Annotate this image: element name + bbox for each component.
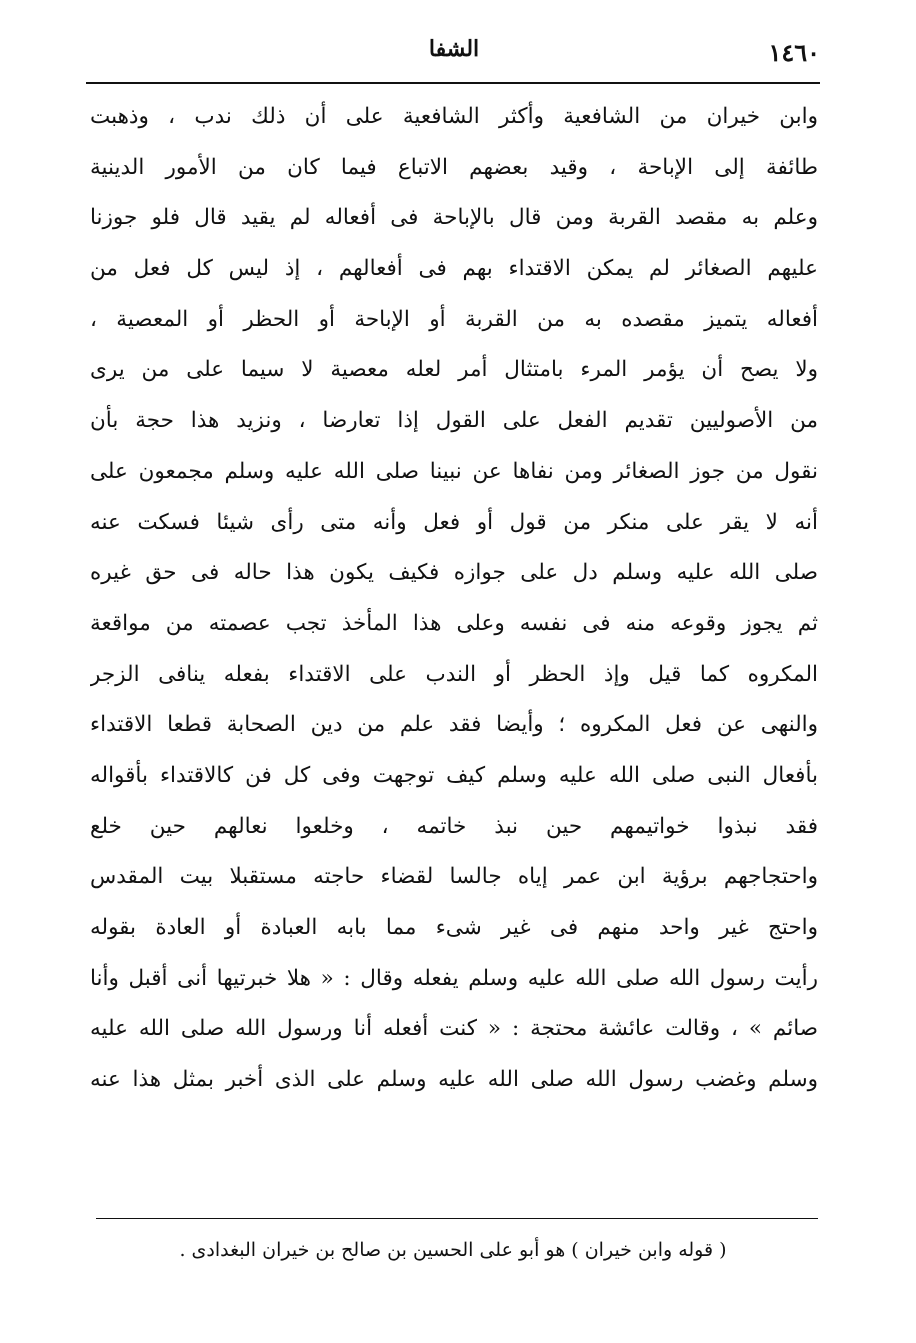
main-text <box>90 92 818 1106</box>
text-line: واحتج غير واحد منهم فى غير شىء مما بابه العبادة أو العادة بقوله <box>90 915 818 940</box>
text-line: وسلم وغضب رسول الله صلى الله عليه وسلم على الذى أخبر بمثل هذا عنه <box>90 1067 818 1093</box>
text-line: صلى الله عليه وسلم دل على جوازه فكيف يكون هذا حاله فى حق غيره <box>90 560 818 586</box>
text-line: أفعاله يتميز مقصده به من القربة أو الإباحة أو الحظر أو المعصية ، <box>90 306 818 332</box>
text-line: المكروه كما قيل وإذ الحظر أو الندب على الاقتداء بفعله ينافى الزجر <box>90 661 818 687</box>
text-line: عليهم الصغائر لم يمكن الاقتداء بهم فى أفعالهم ، إذ ليس كل فعل من <box>90 256 818 282</box>
text-line: فقد نبذوا خواتيمهم حين نبذ خاتمه ، وخلعوا نعالهم حين خلع <box>90 813 818 839</box>
header-rule <box>86 82 820 84</box>
text-line: واحتجاجهم برؤية ابن عمر إياه جالسا لقضاء حاجته مستقبلا بيت المقدس <box>90 864 818 890</box>
page-header <box>88 30 820 74</box>
running-title: الشفا <box>428 36 480 62</box>
page-number: ١٤٦٠ <box>768 38 820 67</box>
text-line: وعلم به مقصد القربة ومن قال بالإباحة فى أفعاله لم يقيد قال فلو جوزنا <box>90 205 818 231</box>
text-line: رأيت رسول الله صلى الله عليه وسلم يفعله وقال : « هلا خبرتيها أنى أقبل وأنا <box>90 965 818 991</box>
text-line: أنه لا يقر على منكر من قول أو فعل وأنه متى رأى شيئا فسكت عنه <box>90 509 818 535</box>
text-line: صائم » ، وقالت عائشة محتجة : « كنت أفعله أنا ورسول الله صلى الله عليه <box>90 1016 818 1042</box>
text-line: نقول من جوز الصغائر ومن نفاها عن نبينا صلى الله عليه وسلم مجمعون على <box>90 458 818 484</box>
text-line: والنهى عن فعل المكروه ؛ وأيضا فقد علم من دين الصحابة قطعا الاقتداء <box>90 712 818 738</box>
text-line: بأفعال النبى صلى الله عليه وسلم كيف توجهت وفى كل فن كالاقتداء بأقواله <box>90 762 818 788</box>
footnote-rule <box>96 1218 818 1219</box>
text-line: ولا يصح أن يؤمر المرء بامتثال أمر لعله معصية لا سيما على من يرى <box>90 357 818 383</box>
text-line: من الأصوليين تقديم الفعل على القول إذا تعارضا ، ونزيد هذا حجة بأن <box>90 408 818 434</box>
footnote: ( قوله وابن خيران ) هو أبو على الحسين بن صالح بن خيران البغدادى . <box>179 1239 727 1261</box>
text-line: ثم يجوز وقوعه منه فى نفسه وعلى هذا المأخذ تجب عصمته من مواقعة <box>90 610 818 636</box>
text-line: طائفة إلى الإباحة ، وقيد بعضهم الاتباع فيما كان من الأمور الدينية <box>90 154 818 180</box>
text-line: وابن خيران من الشافعية وأكثر الشافعية على أن ذلك ندب ، وذهبت <box>90 104 818 129</box>
